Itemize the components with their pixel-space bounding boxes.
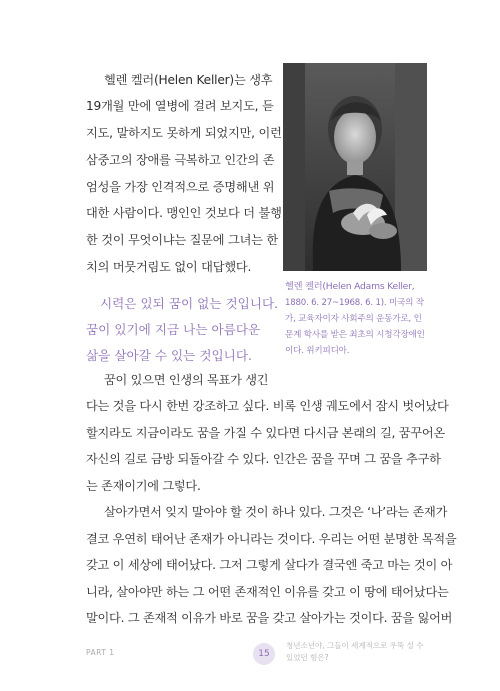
caption-line: 이다. 위키피디아. xyxy=(285,346,350,356)
body-line: 할지라도 지금이라도 꿈을 가질 수 있다면 다시금 본래의 길, 꿈꾸어온 xyxy=(86,426,445,440)
page-number: 15 xyxy=(253,643,275,665)
part-label: PART 1 xyxy=(86,648,115,657)
quote-line: 꿈이 있기에 지금 나는 아름다운 xyxy=(86,322,261,337)
intro-line: 한 것이 무엇이냐는 질문에 그녀는 한 xyxy=(86,233,278,247)
body-line: 는 존재이기에 그렇다. xyxy=(86,479,201,493)
body-line: 살아가면서 잊지 말아야 할 것이 하나 있다. 그것은 ‘나’라는 존재가 xyxy=(104,505,448,519)
caption-line: 문계 학사를 받은 최초의 시청각장애인 xyxy=(285,330,425,340)
intro-line: 헬렌 켈러(Helen Keller)는 생후 xyxy=(104,73,273,87)
body-line: 갖고 이 세상에 태어났다. 그저 그렇게 살다가 결국엔 죽고 마는 것이 아 xyxy=(86,558,453,572)
caption-line: 가, 교육자이자 사회주의 운동가로, 인 xyxy=(285,314,422,324)
quote-line: 시력은 있되 꿈이 없는 것입니다. xyxy=(100,296,279,311)
intro-line: 엄성을 가장 인격적으로 증명해낸 위 xyxy=(86,180,275,194)
intro-line: 삼중고의 장애를 극복하고 인간의 존 xyxy=(86,153,275,167)
body-line: 꿈이 있으면 인생의 목표가 생긴 xyxy=(104,373,269,387)
caption-line: 헬렌 켈러(Helen Adams Keller, xyxy=(285,281,415,292)
intro-line: 대한 사람이다. 맹인인 것보다 더 불행 xyxy=(86,206,282,220)
section-title-line: 있었던 힘은? xyxy=(286,653,329,662)
body-line: 니라, 살아야만 하는 그 어떤 존재적인 이유를 갖고 이 땅에 태어났다는 xyxy=(86,585,449,599)
quote-line: 삶을 살아갈 수 있는 것입니다. xyxy=(86,348,253,363)
portrait-illustration xyxy=(283,63,427,271)
intro-line: 지도, 말하지도 못하게 되었지만, 이런 xyxy=(86,126,282,140)
intro-line: 치의 머뭇거림도 없이 대답했다. xyxy=(86,260,252,274)
body-line: 결코 우연히 태어난 존재가 아니라는 것이다. 우리는 어떤 분명한 목적을 xyxy=(86,532,457,546)
section-title-line: 청년소년야, 그들이 세계적으로 우뚝 설 수 xyxy=(286,641,424,650)
caption-line: 1880. 6. 27~1968. 6. 1). 미국의 작 xyxy=(285,298,424,308)
helen-keller-photo xyxy=(283,63,427,271)
body-line: 다는 것을 다시 한번 강조하고 싶다. 비록 인생 궤도에서 잠시 벗어났다 xyxy=(86,399,449,413)
intro-line: 19개월 만에 열병에 걸려 보지도, 듣 xyxy=(86,99,274,113)
body-line: 자신의 길로 금방 되돌아갈 수 있다. 인간은 꿈을 꾸며 그 꿈을 추구하 xyxy=(86,452,441,466)
body-line: 말이다. 그 존재적 이유가 바로 꿈을 갖고 살아가는 것이다. 꿈을 잃어버 xyxy=(86,611,453,625)
